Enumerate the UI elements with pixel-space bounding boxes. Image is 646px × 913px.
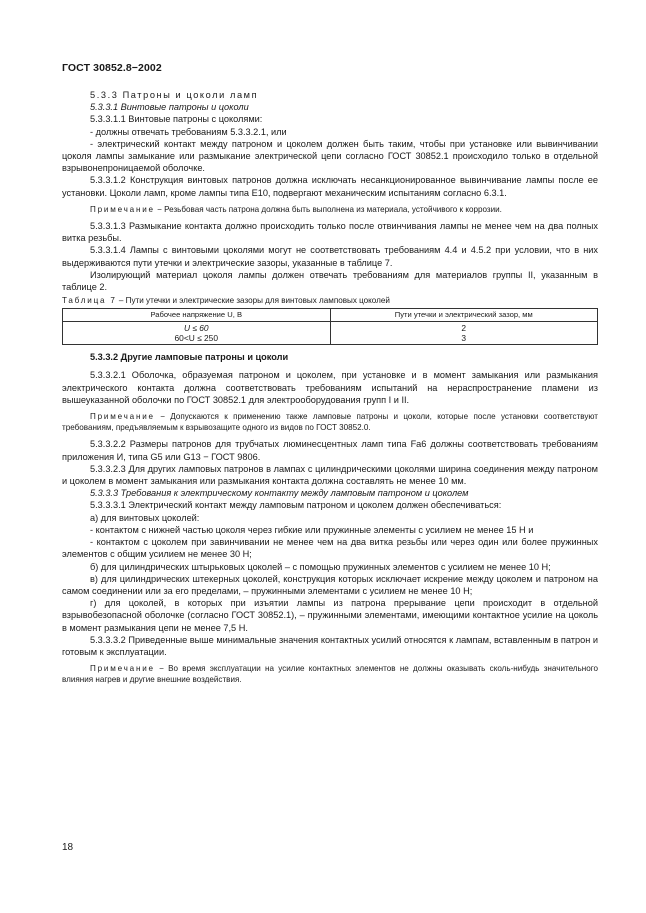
note-2-label: Примечание xyxy=(90,412,155,422)
paragraph-5-3-3-3-1: 5.3.3.3.1 Электрический контакт между ламповым патроном и цоколем должен обеспечиваться: xyxy=(90,500,502,511)
page-number: 18 xyxy=(62,842,74,853)
table-7-caption xyxy=(62,295,598,306)
section-5-3-3-2-title: 5.3.3.2 Другие ламповые патроны и цоколи xyxy=(90,352,289,363)
table-header-voltage: Рабочее напряжение U, В xyxy=(63,309,331,322)
note-3 xyxy=(62,663,598,685)
paragraph-5-3-3-2-2: 5.3.3.2.2 Размеры патронов для трубчатых люминесцентных ламп типа Fa6 должны соответствовать требованиям приложения И, типа G5 или G13 − ГОСТ 9806. xyxy=(62,439,598,462)
document-code-header: ГОСТ 30852.8−2002 xyxy=(62,62,162,74)
table-7-caption-label: Таблица 7 xyxy=(62,296,117,306)
table-cell-voltage: U ≤ 60 xyxy=(63,322,331,334)
list-item-dash-b: - электрический контакт между патроном и цоколем должен быть таким, чтобы при установке или вывинчивании цоколя лампы замыкание или размыкание электрической цепи согласно ГОСТ 30852.1 происходило только в отдельной взрывонепроницаемой оболочке. xyxy=(62,138,598,174)
note-3-text: − Во время эксплуатации на усилие контактных элементов не должны оказывать сколь-нибудь значительного влияния нагрев и другие внешние воздействия. xyxy=(62,664,598,685)
paragraph-5-3-3-3-2: 5.3.3.3.2 Приведенные выше минимальные значения контактных усилий относятся к лампам, вставленным в патрон и готовым к эксплуатации. xyxy=(62,634,598,657)
section-5-3-3-1-title: 5.3.3.1 Винтовые патроны и цоколи xyxy=(90,102,249,113)
note-2 xyxy=(62,411,598,433)
paragraph-5-3-3-1-1: 5.3.3.1.1 Винтовые патроны с цоколями: xyxy=(90,114,263,125)
table-row xyxy=(63,333,598,345)
table-7 xyxy=(62,308,598,345)
section-5-3-3-3-title: 5.3.3.3 Требования к электрическому контакту между ламповым патроном и цоколем xyxy=(90,488,469,499)
list-item-d: г) для цоколей, в которых при изъятии лампы из патрона прерывание цепи происходит в отдельной взрывобезопасной оболочке (согласно ГОСТ 30852.1), – пружинными элементами, имеющими контактное усилие на цоколь в момент размыкания цепи не менее 7,5 Н. xyxy=(62,598,598,633)
table-cell-voltage: 60<U ≤ 250 xyxy=(63,333,331,345)
table-cell-clearance: 2 xyxy=(330,322,598,334)
table-7-caption-text: – Пути утечки и электрические зазоры для винтовых ламповых цоколей xyxy=(116,296,390,306)
section-5-3-3-title: 5.3.3 Патроны и цоколи ламп xyxy=(90,90,259,100)
paragraph-5-3-3-1-3: 5.3.3.1.3 Размыкание контакта должно происходить только после отвинчивания лампы не менее чем на два полных витка резьбы. xyxy=(62,221,598,244)
paragraph-5-3-3-2-1: 5.3.3.2.1 Оболочка, образуемая патроном и цоколем, при установке и в момент замыкания или размыкания электрического контакта должна соответствовать требованиям испытаний на нераспространение пламени из вышеуказанной оболочки по ГОСТ 30852.1 для электрооборудования групп I и II. xyxy=(62,370,598,405)
list-item-dash-a: - должны отвечать требованиям 5.3.3.2.1, или xyxy=(90,126,287,137)
note-1-label: Примечание xyxy=(90,204,155,214)
list-item-a-2: - контактом с цоколем при завинчивании не менее чем на два витка резьбы или через один или более пружинных элементов с общим усилием не менее 30 Н; xyxy=(62,537,598,560)
table-header-clearance: Пути утечки и электрический зазор, мм xyxy=(330,309,598,322)
table-header-row xyxy=(63,309,598,322)
note-1-text: − Резьбовая часть патрона должна быть выполнена из материала, устойчивого к коррозии. xyxy=(154,204,502,214)
note-2-text: − Допускаются к применению также ламповые патроны и цоколи, которые после установки соответствуют требованиям, предъявляемым к взрывозащите одного из видов по ГОСТ 30852.0. xyxy=(62,412,598,433)
table-row xyxy=(63,322,598,334)
paragraph-5-3-3-1-4: 5.3.3.1.4 Лампы с винтовыми цоколями могут не соответствовать требованиям 4.4 и 4.5.2 при условии, что в них выдерживаются пути утечки и электрические зазоры, указанные в таблице 7. xyxy=(62,245,598,268)
paragraph-5-3-3-1-2: 5.3.3.1.2 Конструкция винтовых патронов должна исключать несанкционированное вывинчивание лампы после ее установки. Цоколи ламп, кроме лампы типа Е10, подвергают механическим испытаниям согласно 6.3.1. xyxy=(62,175,598,198)
list-item-c: в) для цилиндрических штекерных цоколей, конструкция которых исключает искрение между цоколем и патроном на самом соединении или за его пределами, – пружинными элементами с усилием не менее 10 Н; xyxy=(62,573,598,596)
note-1 xyxy=(62,204,598,215)
list-item-b: б) для цилиндрических штырьковых цоколей – с помощью пружинных элементов с усилием не менее 10 Н; xyxy=(90,561,551,572)
list-item-a: а) для винтовых цоколей: xyxy=(90,512,200,523)
table-cell-clearance: 3 xyxy=(330,333,598,345)
note-3-label: Примечание xyxy=(90,664,155,674)
paragraph-5-3-3-1-4-b: Изолирующий материал цоколя лампы должен отвечать требованиям для материалов группы II, указанным в таблице 2. xyxy=(62,269,598,293)
list-item-a-1: - контактом с нижней частью цоколя через гибкие или пружинные элементы с усилием не менее 15 Н и xyxy=(90,524,534,535)
document-body xyxy=(62,89,598,691)
paragraph-5-3-3-2-3: 5.3.3.2.3 Для других ламповых патронов в лампах с цилиндрическими цоколями ширина соединения между патроном и цоколем в момент замыкания или размыкания контакта должна составлять не менее 10 мм. xyxy=(62,463,598,487)
